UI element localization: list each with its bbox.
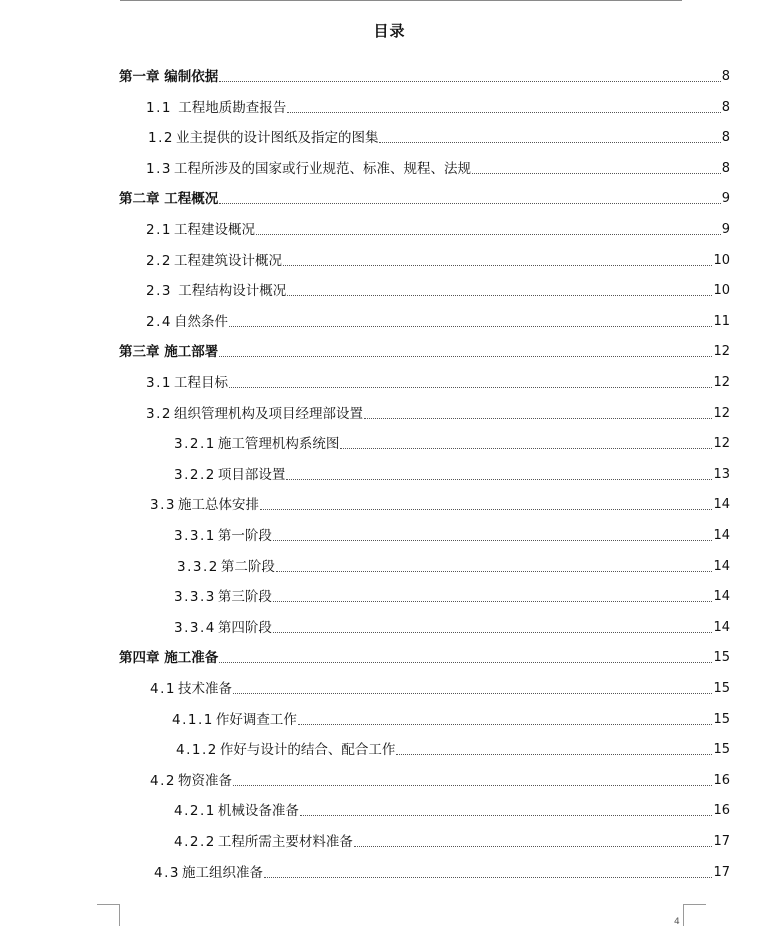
toc-entry[interactable] [148, 127, 730, 147]
toc-entry[interactable] [146, 97, 730, 117]
toc-entry-label [146, 160, 471, 178]
toc-entry[interactable] [174, 464, 730, 484]
toc-dot-leader [219, 356, 712, 357]
toc-entry-number: 1.3 [146, 160, 172, 177]
toc-entry-text: 技术准备 [177, 681, 232, 697]
toc-entry-text: 第三章 施工部署 [119, 344, 219, 361]
toc-page-number: 15 [713, 681, 730, 696]
toc-entry[interactable] [176, 739, 730, 759]
toc-entry-label [148, 129, 378, 147]
toc-entry-number: 4.3 [154, 864, 180, 881]
toc-entry-text: 项目部设置 [217, 466, 286, 483]
toc-entry[interactable] [174, 433, 730, 453]
toc-entry-text: 工程所涉及的国家或行业规范、标准、规程、法规 [173, 160, 471, 177]
toc-dot-leader [286, 479, 712, 480]
toc-entry-number: 3.1 [146, 375, 172, 391]
toc-entry-text: 工程结构设计概况 [173, 283, 287, 300]
toc-entry[interactable] [150, 494, 730, 514]
toc-dot-leader [396, 754, 712, 755]
toc-entry-text: 物资准备 [177, 772, 232, 789]
toc-page-number: 12 [713, 344, 730, 360]
toc-page-number: 8 [721, 99, 730, 115]
toc-entry[interactable] [146, 280, 730, 300]
toc-entry-label [172, 711, 297, 729]
toc-entry-label [176, 741, 395, 759]
toc-entry-number: 2.4 [146, 313, 172, 330]
toc-entry-label [150, 680, 232, 698]
toc-page-number: 15 [713, 711, 730, 727]
toc-entry-text: 机械设备准备 [217, 803, 299, 820]
toc-entry-number: 2.1 [146, 222, 172, 238]
toc-entry-number: 3.3.4 [174, 619, 216, 636]
toc-entry[interactable] [172, 709, 730, 729]
toc-entry-number: 4.2.2 [174, 834, 216, 850]
toc-page-number: 14 [713, 558, 730, 574]
toc-page-number: 9 [721, 191, 730, 207]
toc-entry-number: 4.1.1 [172, 711, 214, 728]
toc-dot-leader [233, 693, 712, 694]
toc-dot-leader [287, 295, 712, 296]
toc-entry-label [119, 343, 218, 361]
toc-entry[interactable] [174, 586, 730, 606]
toc-entry-label [150, 496, 259, 514]
toc-page-number: 16 [713, 803, 730, 819]
toc-entry-label [174, 527, 272, 545]
toc-entry-text: 第二阶段 [220, 558, 275, 575]
toc-dot-leader [273, 540, 713, 541]
toc-page-number: 16 [713, 772, 730, 788]
toc-entry-text: 第一阶段 [217, 528, 272, 544]
toc-dot-leader [273, 632, 713, 633]
toc-entry-label [174, 833, 353, 851]
toc-entry[interactable] [146, 158, 730, 178]
toc-entry[interactable] [177, 556, 730, 576]
toc-entry-text: 自然条件 [173, 313, 228, 330]
page-title: 目录 [373, 22, 406, 40]
page-corner-marker-left [97, 904, 120, 926]
toc-entry-text: 工程地质勘查报告 [173, 99, 287, 116]
toc-dot-leader [287, 112, 720, 113]
toc-page-number: 10 [713, 252, 730, 268]
toc-entry[interactable] [146, 219, 730, 239]
toc-dot-leader [354, 846, 713, 847]
toc-entry[interactable] [146, 372, 730, 392]
toc-page-number: 15 [713, 650, 730, 666]
toc-entry-label [154, 864, 263, 882]
toc-dot-leader [472, 173, 721, 174]
toc-entry-number: 3.3.2 [177, 558, 219, 575]
toc-entry-text: 工程目标 [173, 375, 228, 391]
toc-entry-number: 3.2 [146, 405, 172, 422]
toc-dot-leader [229, 387, 712, 388]
toc-entry-number: 4.1 [150, 681, 176, 697]
toc-entry-text: 作好与设计的结合、配合工作 [219, 742, 396, 759]
toc-page-number: 8 [721, 130, 730, 146]
toc-page-number: 12 [713, 436, 730, 452]
toc-entry[interactable] [146, 250, 730, 270]
toc-dot-leader [364, 418, 712, 419]
toc-entry-text: 施工总体安排 [177, 497, 259, 514]
toc-page-number: 12 [713, 375, 730, 390]
toc-entry-text: 第三阶段 [217, 589, 272, 606]
toc-entry-label [119, 68, 218, 86]
toc-entry-number: 3.2.1 [174, 436, 216, 453]
toc-page-number: 14 [713, 619, 730, 635]
toc-dot-leader [233, 785, 712, 786]
toc-dot-leader [300, 815, 713, 816]
toc-entry-label [174, 435, 339, 453]
toc-entry-label [146, 99, 286, 117]
toc-entry[interactable] [150, 678, 730, 698]
toc-entry-label [119, 190, 218, 208]
toc-entry-text: 业主提供的设计图纸及指定的图集 [175, 130, 379, 147]
toc-entry-text: 工程建设概况 [173, 222, 255, 238]
toc-entry-number: 1.1 [146, 99, 172, 116]
toc-page-number: 14 [713, 497, 730, 513]
toc-entry[interactable] [119, 341, 730, 361]
toc-dot-leader [229, 326, 712, 327]
toc-entry[interactable] [174, 831, 730, 851]
toc-dot-leader [273, 601, 713, 602]
toc-entry-number: 1.2 [148, 130, 174, 147]
toc-entry-label [174, 802, 299, 820]
toc-dot-leader [256, 234, 721, 235]
toc-dot-leader [219, 81, 721, 82]
toc-entry[interactable] [119, 647, 730, 667]
toc-entry-label [146, 405, 363, 423]
toc-page-number: 14 [713, 528, 730, 543]
toc-page-number: 8 [721, 160, 730, 176]
toc-dot-leader [219, 662, 712, 663]
toc-entry-label [146, 313, 228, 331]
toc-entry-text: 施工管理机构系统图 [217, 436, 340, 453]
toc-dot-leader [264, 877, 712, 878]
toc-page-number: 12 [713, 405, 730, 421]
toc-entry-text: 工程建筑设计概况 [173, 252, 282, 269]
toc-entry-text: 作好调查工作 [215, 711, 297, 728]
toc-page-number: 8 [721, 69, 730, 84]
toc-entry-text: 第一章 编制依据 [119, 69, 219, 85]
toc-entry[interactable] [174, 617, 730, 637]
toc-entry-text: 第四阶段 [217, 619, 272, 636]
toc-entry[interactable] [146, 311, 730, 331]
toc-entry[interactable] [146, 403, 730, 423]
toc-entry-text: 第二章 工程概况 [119, 191, 219, 208]
toc-page-number: 14 [713, 589, 730, 605]
toc-dot-leader [298, 724, 713, 725]
toc-dot-leader [379, 142, 720, 143]
toc-entry-label [174, 466, 285, 484]
toc-entry-label [177, 558, 275, 576]
toc-entry[interactable] [119, 66, 730, 86]
toc-entry-text: 施工组织准备 [181, 864, 263, 881]
toc-dot-leader [276, 571, 713, 572]
toc-entry-label [146, 221, 255, 239]
toc-entry[interactable] [150, 770, 730, 790]
toc-entry-number: 4.2 [150, 772, 176, 789]
toc-entry[interactable] [174, 525, 730, 545]
toc-entry-label [119, 649, 218, 667]
page-number: 4 [674, 917, 680, 927]
toc-entry-label [150, 772, 232, 790]
toc-entry-text: 第四章 施工准备 [119, 650, 219, 667]
toc-dot-leader [219, 203, 721, 204]
toc-dot-leader [340, 448, 712, 449]
toc-entry-label [174, 588, 272, 606]
toc-entry-text: 组织管理机构及项目经理部设置 [173, 405, 363, 422]
toc-entry-number: 3.3 [150, 497, 176, 514]
toc-entry-number: 2.3 [146, 283, 172, 300]
toc-entry-label [146, 252, 282, 270]
toc-page-number: 11 [713, 313, 730, 329]
toc-page-number: 17 [713, 834, 730, 849]
toc-entry-label [174, 619, 272, 637]
toc-entry-label [146, 374, 228, 392]
toc-entry-number: 3.2.2 [174, 466, 216, 483]
toc-entry[interactable] [174, 800, 730, 820]
page-corner-marker-right [683, 904, 706, 926]
toc-dot-leader [260, 509, 712, 510]
toc-page-number: 15 [713, 742, 730, 758]
toc-entry-number: 4.1.2 [176, 742, 218, 759]
toc-page-number: 17 [713, 864, 730, 880]
toc-entry-label [146, 282, 286, 300]
toc-page-number: 13 [713, 466, 730, 482]
toc-entry[interactable] [154, 862, 730, 882]
toc-page-number: 9 [721, 222, 730, 237]
toc-entry-number: 3.3.1 [174, 528, 216, 544]
toc-entry-number: 4.2.1 [174, 803, 216, 820]
toc-dot-leader [283, 265, 712, 266]
toc-entry[interactable] [119, 188, 730, 208]
toc-entry-text: 工程所需主要材料准备 [217, 834, 353, 850]
toc-page-number: 10 [713, 283, 730, 299]
toc-entry-number: 2.2 [146, 252, 172, 269]
toc-entry-number: 3.3.3 [174, 589, 216, 606]
